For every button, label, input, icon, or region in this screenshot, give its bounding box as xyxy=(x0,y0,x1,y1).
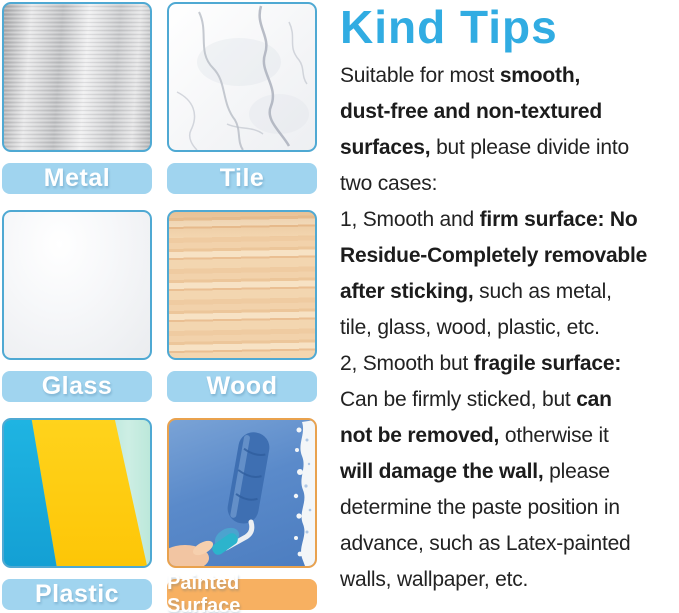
tips-line: dust-free and non-textured xyxy=(340,100,602,123)
tips-line: determine the paste position in xyxy=(340,496,620,519)
tips-line: advance, such as Latex-painted xyxy=(340,532,631,555)
surface-tile xyxy=(2,2,152,194)
tips-line: Residue-Completely removable xyxy=(340,244,648,267)
surface-label-badge xyxy=(2,163,152,194)
surface-label-badge xyxy=(167,371,317,402)
paint-roller-icon xyxy=(169,420,315,566)
tips-line: two cases: xyxy=(340,172,438,195)
surface-label: Metal xyxy=(43,164,111,192)
marble-veins-icon xyxy=(169,4,315,150)
wood-surface-image xyxy=(167,210,317,360)
tips-line: will damage the wall, please xyxy=(340,460,610,483)
surface-tile xyxy=(167,2,317,194)
surface-label: Glass xyxy=(41,372,113,400)
tips-line: 2, Smooth but fragile surface: xyxy=(340,352,622,375)
tips-heading: Kind Tips xyxy=(340,1,558,53)
tips-line: surfaces, but please divide into xyxy=(340,136,629,159)
tips-line: 1, Smooth and firm surface: No xyxy=(340,208,638,231)
glass-surface-image xyxy=(2,210,152,360)
surface-grid xyxy=(2,2,317,613)
tile-surface-image xyxy=(167,2,317,152)
tips-body xyxy=(340,58,679,598)
surface-label: Plastic xyxy=(34,580,120,608)
surface-label-badge xyxy=(167,163,317,194)
tips-panel xyxy=(340,0,679,598)
surface-tile xyxy=(2,210,152,402)
plastic-surface-image xyxy=(2,418,152,568)
tips-line: after sticking, such as metal, xyxy=(340,280,612,303)
surface-tile xyxy=(2,418,152,610)
tips-line: tile, glass, wood, plastic, etc. xyxy=(340,316,600,339)
metal-surface-image xyxy=(2,2,152,152)
tips-line: walls, wallpaper, etc. xyxy=(340,568,529,591)
surface-label: Tile xyxy=(219,164,265,192)
surface-label-badge xyxy=(2,371,152,402)
surface-tile xyxy=(167,418,317,613)
surface-label-badge xyxy=(2,579,152,610)
surface-label: Wood xyxy=(206,372,278,400)
tips-line: not be removed, otherwise it xyxy=(340,424,609,447)
surface-label-badge xyxy=(167,571,317,613)
surface-tile xyxy=(167,210,317,402)
painted-surface-image xyxy=(167,418,317,568)
surface-label: Painted Surface xyxy=(167,571,241,613)
tips-line: Suitable for most smooth, xyxy=(340,64,581,87)
tips-line: Can be firmly sticked, but can xyxy=(340,388,612,411)
